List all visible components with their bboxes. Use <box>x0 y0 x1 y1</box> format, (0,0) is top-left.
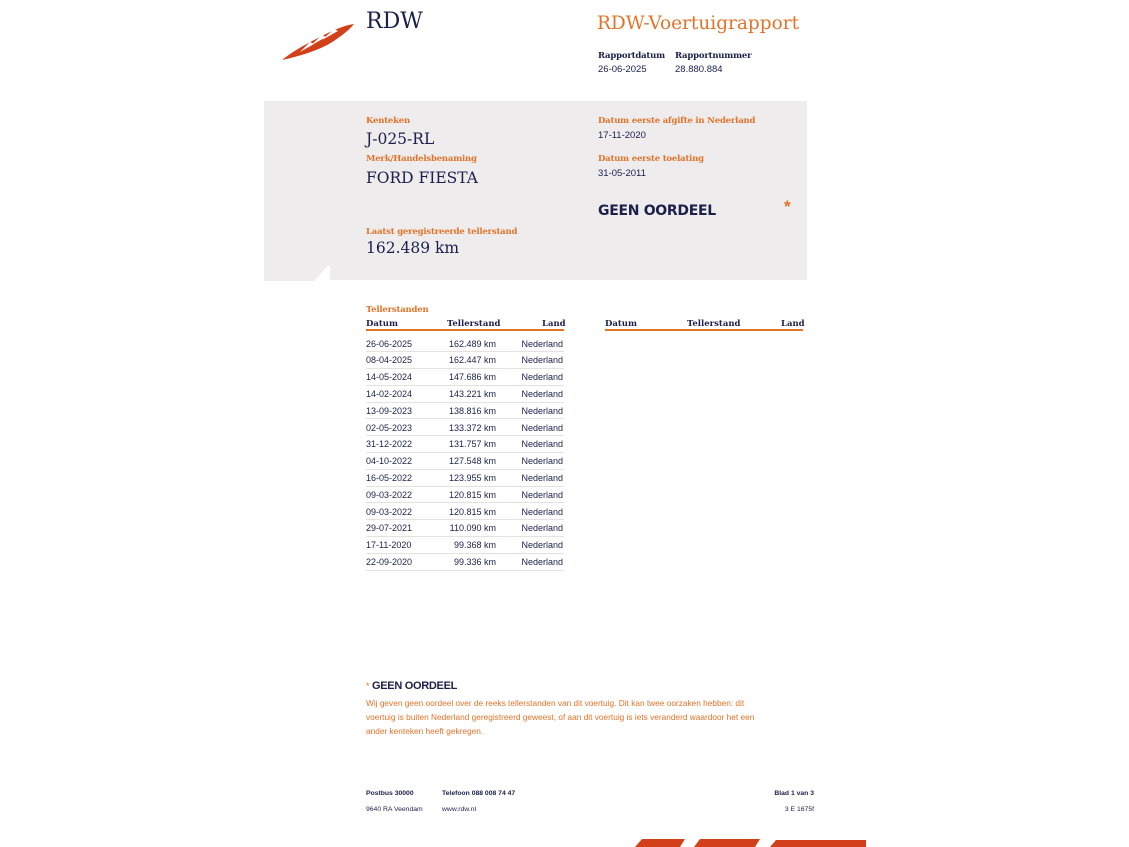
table-row <box>366 553 564 571</box>
row-land: Nederland <box>521 489 563 500</box>
row-tellerstand: 127.548 km <box>448 456 496 467</box>
footer-plaats: 9640 RA Veendam <box>366 806 423 813</box>
col-land-header: Land <box>542 319 566 329</box>
oordeel-marker: * <box>784 197 791 216</box>
row-land: Nederland <box>521 556 563 567</box>
row-datum: 14-02-2024 <box>366 388 413 399</box>
table-row <box>366 536 564 554</box>
row-land: Nederland <box>521 540 563 551</box>
oordeel-value: GEEN OORDEEL <box>598 203 716 219</box>
row-tellerstand: 99.368 km <box>453 540 496 551</box>
col-tellerstand-header: Tellerstand <box>447 319 501 329</box>
table-row <box>366 486 564 504</box>
merk-label: Merk/Handelsbenaming <box>366 154 477 164</box>
table-row <box>366 419 564 437</box>
footer-web: www.rdw.nl <box>442 806 476 813</box>
row-datum: 02-05-2023 <box>366 422 413 433</box>
note-line-2: voertuig is buiten Nederland geregistreerd geweest, of aan dit voertuig is iets veranderd waardoor het een <box>366 712 755 722</box>
table-row <box>366 452 564 470</box>
row-datum: 17-11-2020 <box>366 540 412 551</box>
footer-blad: Blad 1 van 3 <box>774 790 814 797</box>
row-land: Nederland <box>521 372 563 383</box>
row-land: Nederland <box>521 405 563 416</box>
rdw-logo-icon <box>280 20 356 62</box>
row-tellerstand: 99.336 km <box>453 556 496 567</box>
table-row <box>366 519 564 537</box>
row-land: Nederland <box>521 422 563 433</box>
table-row <box>366 335 564 353</box>
row-datum: 29-07-2021 <box>366 523 413 534</box>
row-tellerstand: 143.221 km <box>448 388 496 399</box>
rapportnummer-value: 28.880.884 <box>675 64 723 75</box>
tellerstand-label: Laatst geregistreerde tellerstand <box>366 227 518 237</box>
merk-value: FORD FIESTA <box>366 169 478 187</box>
row-tellerstand: 131.757 km <box>448 439 496 450</box>
table-row <box>366 402 564 420</box>
row-land: Nederland <box>521 338 563 349</box>
footer-postbus: Postbus 30000 <box>366 790 414 797</box>
kenteken-label: Kenteken <box>366 116 411 126</box>
row-datum: 22-09-2020 <box>366 556 413 567</box>
report-title: RDW-Voertuigrapport <box>597 13 800 34</box>
col-land-header-right: Land <box>781 319 805 329</box>
kenteken-value: J-025-RL <box>366 130 435 148</box>
table-row <box>366 385 564 403</box>
rapportdatum-label: Rapportdatum <box>598 51 665 61</box>
row-datum: 09-03-2022 <box>366 506 413 517</box>
table-header-rule-right <box>605 329 803 331</box>
note-line-1: Wij geven geen oordeel over de reeks tellerstanden van dit voertuig. Dit kan twee oorzaken hebben: dit <box>366 698 745 708</box>
table-row <box>366 435 564 453</box>
afgifte-label: Datum eerste afgifte in Nederland <box>598 116 756 126</box>
row-land: Nederland <box>521 506 563 517</box>
row-datum: 09-03-2022 <box>366 489 413 500</box>
row-datum: 04-10-2022 <box>366 456 413 467</box>
table-row <box>366 368 564 386</box>
footer-code: 3 E 1675f <box>784 806 814 813</box>
panel-notch <box>264 266 330 281</box>
row-land: Nederland <box>521 388 563 399</box>
row-tellerstand: 162.447 km <box>448 355 496 366</box>
row-datum: 16-05-2022 <box>366 472 413 483</box>
row-land: Nederland <box>521 472 563 483</box>
row-tellerstand: 123.955 km <box>448 472 496 483</box>
table-row <box>366 351 564 369</box>
table-row <box>366 469 564 487</box>
rapportnummer-label: Rapportnummer <box>675 51 752 61</box>
row-tellerstand: 110.090 km <box>449 523 496 534</box>
row-land: Nederland <box>521 439 563 450</box>
row-datum: 26-06-2025 <box>366 338 413 349</box>
row-tellerstand: 120.815 km <box>448 506 496 517</box>
rapportdatum-value: 26-06-2025 <box>598 64 647 75</box>
vehicle-summary-panel <box>264 101 807 280</box>
afgifte-value: 17-11-2020 <box>598 130 646 141</box>
col-tellerstand-header-right: Tellerstand <box>687 319 741 329</box>
col-datum-header: Datum <box>366 319 398 329</box>
row-tellerstand: 133.372 km <box>448 422 496 433</box>
row-datum: 31-12-2022 <box>366 439 413 450</box>
table-header-rule <box>366 329 564 331</box>
row-datum: 14-05-2024 <box>366 372 413 383</box>
footer-telefoon: Telefoon 088 008 74 47 <box>442 790 516 797</box>
toelating-value: 31-05-2011 <box>598 168 646 179</box>
tellerstanden-title: Tellerstanden <box>366 305 429 315</box>
row-tellerstand: 138.816 km <box>448 405 496 416</box>
row-datum: 13-09-2023 <box>366 405 413 416</box>
col-datum-header-right: Datum <box>605 319 637 329</box>
row-land: Nederland <box>521 355 563 366</box>
row-land: Nederland <box>521 456 563 467</box>
brand-name: RDW <box>366 9 423 34</box>
row-datum: 08-04-2025 <box>366 355 413 366</box>
note-title: GEEN OORDEEL <box>372 680 458 692</box>
row-land: Nederland <box>521 523 563 534</box>
note-marker: * <box>366 681 370 691</box>
row-tellerstand: 147.686 km <box>448 372 496 383</box>
table-row <box>366 503 564 521</box>
row-tellerstand: 120.815 km <box>448 489 496 500</box>
row-tellerstand: 162.489 km <box>448 338 496 349</box>
toelating-label: Datum eerste toelating <box>598 154 704 164</box>
tellerstand-value: 162.489 km <box>366 239 460 257</box>
footer-stripes-decoration <box>630 838 866 847</box>
note-line-3: ander kenteken heeft gekregen. <box>366 726 484 736</box>
